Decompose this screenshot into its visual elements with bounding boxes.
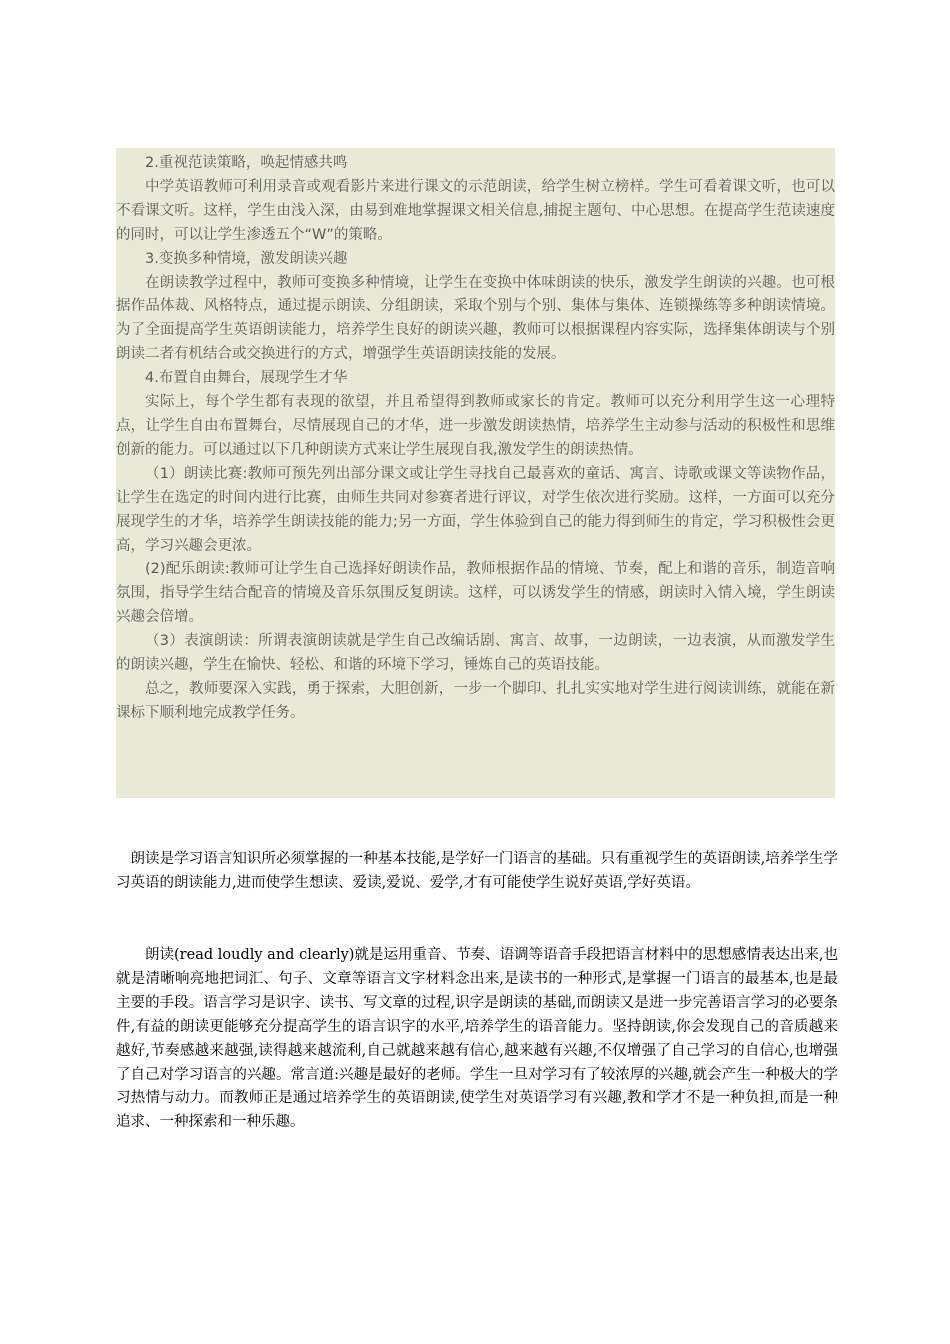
reading-definition-paragraph: 朗读(read loudly and clearly)就是运用重音、节奏、语调等语音手段把语言材料中的思想感情表达出来,也就是清晰响亮地把词汇、句子、文章等语言文字材料念出来,是读书的一种形式,是掌握一门语言的最基本,也是最主要的手段。语言学习是识字、读书、写文章的过程,识字是朗读的基础,而朗读又是进一步完善语言学习的必要条件,有益的朗读更能够充分提高学生的语言识字的水平,培养学生的语音能力。坚持朗读,你会发现自己的音质越来越好,节奏感越来越强,读得越来越流利,自己就越来越有信心,越来越有兴趣,不仅增强了自己学习的自信心,也增强了自己对学习语言的兴趣。常言道:兴趣是最好的老师。学生一旦对学习有了较浓厚的兴趣,就会产生一种极大的学习热情与动力。而教师正是通过培养学生的英语朗读,使学生对英语学习有兴趣,教和学才不是一种负担,而是一种追求、一种探索和一种乐趣。 — [116, 947, 838, 1131]
intro-paragraph: 朗读是学习语言知识所必须掌握的一种基本技能,是学好一门语言的基础。只有重视学生的英语朗读,培养学生学习英语的朗读能力,进而使学生想读、爱读,爱说、爱学,才有可能使学生说好英语,学好英语。 — [116, 851, 838, 891]
section-paragraph-3: 在朗读教学过程中，教师可变换多种情境，让学生在变换中体味朗读的快乐，激发学生朗读的兴趣。也可根据作品体裁、风格特点，通过提示朗读、分组朗读，采取个别与个别、集体与集体、连锁操练等多种朗读情境。为了全面提高学生英语朗读能力，培养学生良好的朗读兴趣，教师可以根据课程内容实际，选择集体朗读与个别朗读二者有机结合或交换进行的方式，增强学生英语朗读技能的发展。 — [116, 274, 835, 363]
intro-section — [116, 848, 838, 896]
section-heading-2: 2.重视范读策略，唤起情感共鸣 — [145, 155, 348, 171]
list-item-music-reading: (2)配乐朗读:教师可让学生自己选择好朗读作品，教师根据作品的情境、节奏，配上和谐的音乐，制造音响氛围，指导学生结合配音的情境及音乐氛围反复朗读。这样，可以诱发学生的情感，朗读时入情入境，学生朗读兴趣会倍增。 — [116, 561, 835, 626]
section-heading-3: 3.变换多种情境，激发朗读兴趣 — [145, 250, 348, 267]
list-item-performance-reading: （3）表演朗读：所谓表演朗读就是学生自己改编话剧、寓言、故事，一边朗读，一边表演，从而激发学生的朗读兴趣，学生在愉快、轻松、和谐的环境下学习，锤炼自己的英语技能。 — [116, 633, 835, 674]
section-heading-4: 4.布置自由舞台，展现学生才华 — [145, 370, 348, 387]
section-conclusion: 总之，教师要深入实践，勇于探索，大胆创新，一步一个脚印、扎扎实实地对学生进行阅读训练，就能在新课标下顺利地完成教学任务。 — [116, 680, 835, 721]
shaded-section — [116, 148, 835, 798]
section-paragraph-4: 实际上，每个学生都有表现的欲望，并且希望得到教师或家长的肯定。教师可以充分利用学生这一心理特点，让学生自由布置舞台，尽情展现自己的才华，进一步激发朗读热情，培养学生主动参与活动的积极性和思维创新的能力。可以通过以下几种朗读方式来让学生展现自我,激发学生的朗读热情。 — [116, 394, 835, 458]
reading-definition-section — [116, 944, 838, 1135]
list-item-contest: （1）朗读比赛:教师可预先列出部分课文或让学生寻找自己最喜欢的童话、寓言、诗歌或课文等读物作品，让学生在选定的时间内进行比赛，由师生共同对参赛者进行评议，对学生依次进行奖励。这样，一方面可以充分展现学生的才华，培养学生朗读技能的能力;另一方面，学生体验到自己的能力得到师生的肯定，学习积极性会更高，学习兴趣会更浓。 — [116, 465, 835, 554]
section-paragraph-2: 中学英语教师可利用录音或观看影片来进行课文的示范朗读，给学生树立榜样。学生可看着课文听，也可以不看课文听。这样，学生由浅入深，由易到难地掌握课文相关信息,捕捉主题句、中心思想。在提高学生范读速度的同时，可以让学生渗透五个“W”的策略。 — [116, 178, 835, 243]
